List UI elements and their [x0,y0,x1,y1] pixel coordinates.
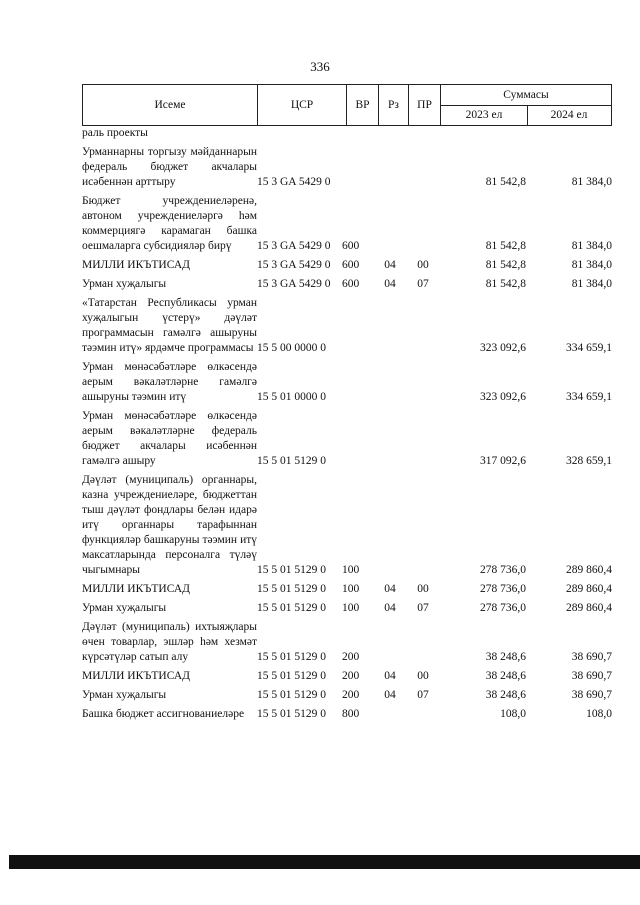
row-sum-2023: 108,0 [500,708,526,720]
row-sum-2024: 81 384,0 [571,259,612,271]
row-name-text: Дәүләт (муниципаль) ихтыяҗлары өчен товарлар, эшләр һәм хезмәт күрсәтүләр сатып алу [82,621,257,663]
row-csr [257,126,342,141]
header-year-2023: 2023 ел [441,105,528,125]
row-rz [374,296,406,356]
row-name-text: Урман хуҗалыгы [82,602,167,614]
row-pr [406,620,440,665]
header-name: Исеме [83,85,258,125]
row-sum-2023: 38 248,6 [485,689,526,701]
table-row [82,707,612,722]
row-pr: 07 [417,689,429,701]
row-pr [406,126,440,141]
table-header [82,84,612,126]
row-pr [406,296,440,356]
row-name [82,258,257,273]
row-sum-2024: 81 384,0 [571,176,612,188]
row-pr: 07 [417,278,429,290]
row-csr: 15 3 GA 5429 0 [257,240,331,252]
row-csr: 15 5 00 0000 0 [257,342,326,354]
row-name [82,360,257,405]
row-sum-2023: 81 542,8 [485,240,526,252]
table-row [82,258,612,273]
row-sum-2024: 81 384,0 [571,278,612,290]
row-name [82,409,257,469]
row-sum-2024: 334 659,1 [566,391,612,403]
row-name [82,582,257,597]
row-sum-2023: 38 248,6 [485,670,526,682]
row-name [82,145,257,190]
table-row [82,669,612,684]
row-sum-2023: 323 092,6 [480,342,526,354]
row-sum-2023: 278 736,0 [480,583,526,595]
row-sum-2023: 81 542,8 [485,278,526,290]
row-csr: 15 5 01 5129 0 [257,583,326,595]
row-name [82,194,257,254]
row-vr: 800 [342,708,360,720]
row-sum-2024: 38 690,7 [571,651,612,663]
page-number: 336 [310,59,330,74]
table-row [82,688,612,703]
row-rz [374,707,406,722]
row-vr: 200 [342,651,360,663]
row-name [82,601,257,616]
table-row [82,296,612,356]
header-year-2024: 2024 ел [550,109,588,121]
row-vr: 100 [342,583,360,595]
row-vr: 100 [342,602,360,614]
row-sum-2024: 81 384,0 [571,240,612,252]
row-vr: 600 [342,240,360,252]
row-sum-2023 [440,126,526,141]
row-name [82,126,257,141]
row-rz: 04 [384,259,396,271]
row-name-text: Дәүләт (муниципаль) органнары, казна учреждениеләре, бюджеттан тыш дәүләт фондлары белән идарә итү органнары тарафыннан функцияләр башкаруны тәэмин итү максатларында персоналга түләү чыгымнары [82,474,257,576]
table-row [82,126,612,141]
row-vr [342,145,374,190]
row-pr: 00 [417,670,429,682]
row-sum-2024: 289 860,4 [566,564,612,576]
row-csr: 15 5 01 0000 0 [257,391,326,403]
row-rz [374,126,406,141]
row-rz [374,360,406,405]
table-row [82,360,612,405]
row-name-text: Урман хуҗалыгы [82,278,167,290]
row-csr: 15 5 01 5129 0 [257,455,326,467]
row-name-text: Урманнарны торгызу мәйданнарын федераль бюджет акчалары исәбеннән арттыру [82,146,257,188]
row-pr: 00 [417,583,429,595]
row-pr: 00 [417,259,429,271]
table-body [82,126,612,722]
row-name-text: раль проекты [82,127,148,139]
row-name [82,669,257,684]
row-csr: 15 3 GA 5429 0 [257,259,331,271]
table-row [82,473,612,578]
row-csr: 15 5 01 5129 0 [257,602,326,614]
row-csr: 15 5 01 5129 0 [257,689,326,701]
table-row [82,601,612,616]
row-rz [374,473,406,578]
row-pr [406,360,440,405]
row-sum-2024 [526,126,612,141]
row-vr: 100 [342,564,360,576]
table-row [82,194,612,254]
row-vr: 600 [342,259,360,271]
row-name [82,688,257,703]
header-sum: Суммасы [441,85,611,106]
row-sum-2023: 278 736,0 [480,602,526,614]
row-name-text: МИЛЛИ ИКЪТИСАД [82,259,190,271]
row-name-text: «Татарстан Республикасы урман хуҗалыгын үстерү» дәүләт программасын гамәлгә ашыруны тәэмин итү» ярдәмче программасы [82,297,257,354]
row-sum-2024: 38 690,7 [571,689,612,701]
row-name-text: Урман мөнәсәбәтләре өлкәсендә аерым вәкаләтләрне гамәлгә ашыруны тәэмин итү [82,361,257,403]
row-pr [406,145,440,190]
row-name [82,620,257,665]
row-sum-2024: 334 659,1 [566,342,612,354]
row-rz [374,409,406,469]
table-row [82,582,612,597]
row-rz [374,194,406,254]
row-pr [406,707,440,722]
row-vr [342,126,374,141]
row-rz: 04 [384,278,396,290]
table-row [82,620,612,665]
scan-edge-bar [9,855,640,869]
header-pr: ПР [409,85,441,125]
row-pr: 07 [417,602,429,614]
row-name-text: Урман мөнәсәбәтләре өлкәсендә аерым вәкаләтләрне федераль бюджет акчалары исәбеннән гамәлгә ашыру [82,410,257,467]
row-csr: 15 3 GA 5429 0 [257,278,331,290]
row-sum-2024: 289 860,4 [566,602,612,614]
header-rz: Рз [379,85,409,125]
row-rz: 04 [384,583,396,595]
row-sum-2024: 108,0 [586,708,612,720]
header-csr: ЦСР [258,85,347,125]
row-vr [342,409,374,469]
row-sum-2023: 81 542,8 [485,176,526,188]
row-vr [342,296,374,356]
row-sum-2023: 323 092,6 [480,391,526,403]
row-sum-2023: 278 736,0 [480,564,526,576]
row-sum-2023: 81 542,8 [485,259,526,271]
row-rz: 04 [384,602,396,614]
row-sum-2024: 38 690,7 [571,670,612,682]
row-name [82,277,257,292]
row-vr: 200 [342,689,360,701]
row-vr: 200 [342,670,360,682]
row-sum-2023: 317 092,6 [480,455,526,467]
table-row [82,145,612,190]
row-csr: 15 5 01 5129 0 [257,708,326,720]
row-name [82,296,257,356]
table-row [82,277,612,292]
row-vr [342,360,374,405]
row-name-text: МИЛЛИ ИКЪТИСАД [82,670,190,682]
row-name [82,707,257,722]
row-csr: 15 5 01 5129 0 [257,651,326,663]
row-name-text: Башка бюджет ассигнованиеләре [82,708,245,720]
budget-table [82,84,612,722]
row-name-text: Бюджет учреждениеләренә, автоном учреждениеләргә һәм коммерциягә карамаган башка оешмаларга субсидияләр бирү [82,195,257,252]
row-name-text: Урман хуҗалыгы [82,689,167,701]
row-rz: 04 [384,689,396,701]
row-name [82,473,257,578]
row-csr: 15 3 GA 5429 0 [257,176,331,188]
header-vr: ВР [347,85,379,125]
row-name-text: МИЛЛИ ИКЪТИСАД [82,583,190,595]
row-csr: 15 5 01 5129 0 [257,564,326,576]
row-vr: 600 [342,278,360,290]
row-pr [406,473,440,578]
row-sum-2023: 38 248,6 [485,651,526,663]
row-sum-2024: 289 860,4 [566,583,612,595]
row-rz: 04 [384,670,396,682]
row-pr [406,194,440,254]
row-pr [406,409,440,469]
row-csr: 15 5 01 5129 0 [257,670,326,682]
row-rz [374,145,406,190]
table-row [82,409,612,469]
row-rz [374,620,406,665]
row-sum-2024: 328 659,1 [566,455,612,467]
